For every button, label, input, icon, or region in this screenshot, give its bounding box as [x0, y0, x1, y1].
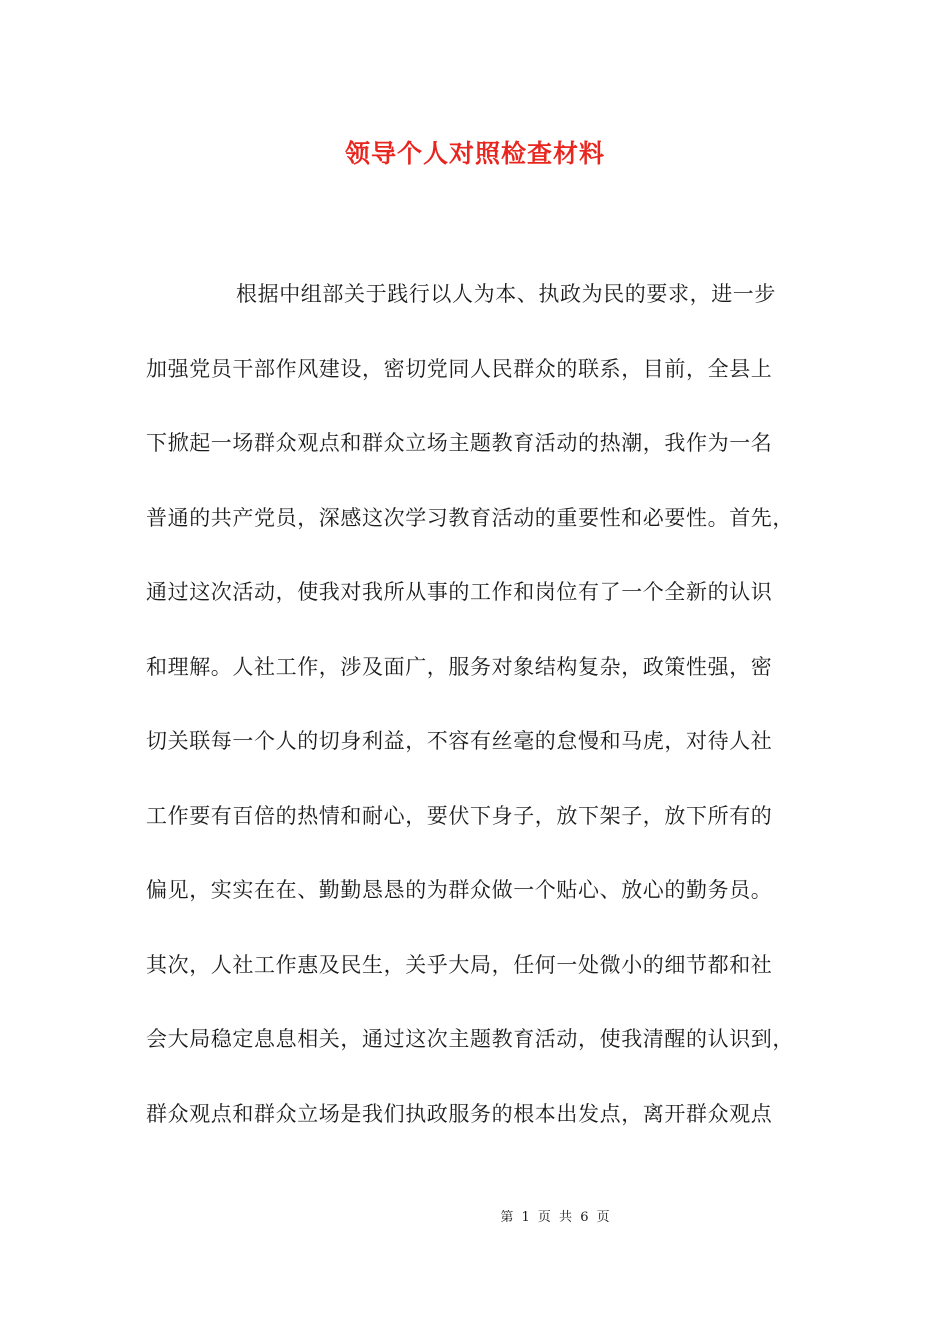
paragraph-line: 下掀起一场群众观点和群众立场主题教育活动的热潮，我作为一名 [146, 431, 773, 455]
paragraph-line: 切关联每一个人的切身利益，不容有丝毫的怠慢和马虎，对待人社 [146, 729, 773, 753]
paragraph-line: 群众观点和群众立场是我们执政服务的根本出发点，离开群众观点 [146, 1101, 773, 1126]
paragraph-line: 和理解。人社工作，涉及面广，服务对象结构复杂，政策性强，密 [146, 654, 773, 679]
paragraph-line: 工作要有百倍的热情和耐心，要伏下身子，放下架子，放下所有的 [146, 803, 773, 828]
page-number-footer: 第 1 页 共 6 页 [500, 1210, 610, 1225]
paragraph-line: 根据中组部关于践行以人为本、执政为民的要求，进一步 [236, 282, 776, 306]
document-body [146, 274, 826, 1168]
paragraph-line: 通过这次活动，使我对我所从事的工作和岗位有了一个全新的认识 [146, 580, 773, 604]
paragraph-line: 普通的共产党员，深感这次学习教育活动的重要性和必要性。首先， [146, 505, 794, 530]
document-title: 领导个人对照检查材料 [344, 139, 605, 168]
paragraph-line: 加强党员干部作风建设，密切党同人民群众的联系，目前，全县上 [146, 356, 773, 381]
paragraph-line: 会大局稳定息息相关，通过这次主题教育活动，使我清醒的认识到， [146, 1027, 794, 1051]
paragraph-line: 偏见，实实在在、勤勤恳恳的为群众做一个贴心、放心的勤务员。 [146, 878, 773, 902]
paragraph-line: 其次，人社工作惠及民生，关乎大局，任何一处微小的细节都和社 [146, 952, 773, 977]
